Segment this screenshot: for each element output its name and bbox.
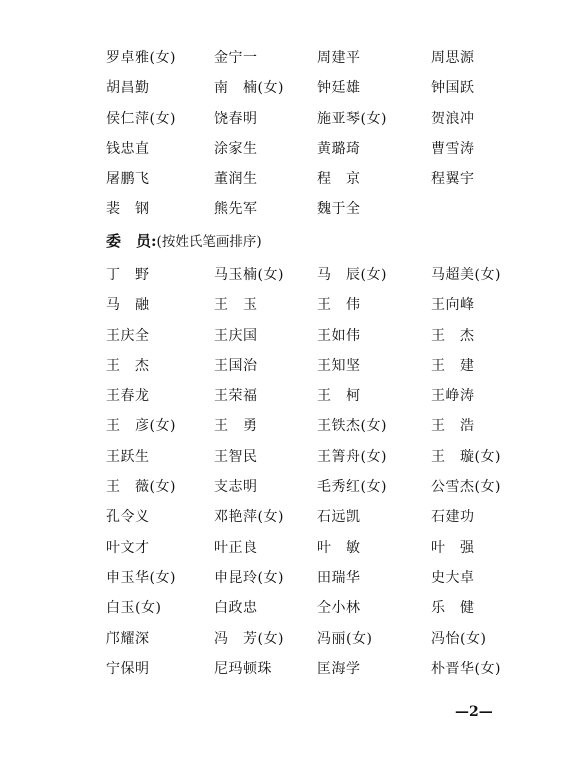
name-entry: 程 京 bbox=[317, 171, 361, 188]
name-entry: 曹雪涛 bbox=[431, 140, 475, 157]
name-entry: 饶春明 bbox=[214, 110, 258, 127]
name-entry: 周建平 bbox=[317, 50, 361, 66]
name-entry bbox=[431, 194, 521, 224]
member-name-entry: 王如伟 bbox=[317, 327, 361, 344]
member-name-entry: 王跃生 bbox=[106, 448, 150, 465]
member-name-entry: 王向峰 bbox=[431, 297, 475, 314]
member-name-entry: 王 彦(女) bbox=[106, 418, 176, 435]
member-name-entry: 仝小林 bbox=[317, 600, 361, 617]
member-name-entry: 叶正良 bbox=[214, 539, 258, 556]
member-name-entry: 王 浩 bbox=[431, 418, 475, 435]
name-entry: 金宁一 bbox=[214, 50, 258, 66]
name-entry: 熊先军 bbox=[214, 201, 258, 218]
member-name-entry: 支志明 bbox=[214, 479, 258, 496]
name-entry: 罗卓雅(女) bbox=[106, 50, 176, 66]
member-name-entry: 王 柯 bbox=[317, 388, 361, 405]
name-entry: 魏于全 bbox=[317, 201, 361, 218]
name-entry: 钟国跃 bbox=[431, 80, 475, 97]
member-name-entry: 冯丽(女) bbox=[317, 630, 373, 647]
member-name-entry: 王铁杰(女) bbox=[317, 418, 387, 435]
member-name-entry: 马 辰(女) bbox=[317, 267, 387, 283]
member-name-entry: 马 融 bbox=[106, 297, 150, 314]
member-name-entry: 邓艳萍(女) bbox=[214, 509, 284, 526]
sort-note: (按姓氏笔画排序) bbox=[156, 234, 262, 250]
member-name-entry: 王春龙 bbox=[106, 388, 150, 405]
member-name-entry: 丁 野 bbox=[106, 267, 150, 283]
name-entry: 南 楠(女) bbox=[214, 80, 284, 97]
committee-heading bbox=[106, 228, 262, 255]
name-entry: 裴 钢 bbox=[106, 201, 150, 218]
member-name-entry: 王国治 bbox=[214, 357, 258, 374]
member-name-entry: 王 勇 bbox=[214, 418, 258, 435]
member-name-entry: 邝耀深 bbox=[106, 630, 150, 647]
name-entry: 屠鹏飞 bbox=[106, 171, 150, 188]
page-number: —2— bbox=[455, 704, 493, 720]
member-name-entry: 王知坚 bbox=[317, 357, 361, 374]
member-name-entry: 王 建 bbox=[431, 357, 475, 374]
name-entry: 侯仁萍(女) bbox=[106, 110, 176, 127]
member-name-entry: 王 杰 bbox=[106, 357, 150, 374]
member-name-entry: 王 伟 bbox=[317, 297, 361, 314]
member-name-entry: 孔令义 bbox=[106, 509, 150, 526]
member-name-entry: 叶 敏 bbox=[317, 539, 361, 556]
member-name-entry: 王 薇(女) bbox=[106, 479, 176, 496]
member-name-entry: 匡海学 bbox=[317, 660, 361, 677]
committee-label: 委 员: bbox=[106, 232, 157, 250]
name-entry: 钱忠直 bbox=[106, 140, 150, 157]
member-name-entry: 白玉(女) bbox=[106, 600, 162, 617]
member-name-entry: 王庆国 bbox=[214, 327, 258, 344]
member-name-entry: 朴晋华(女) bbox=[431, 660, 501, 677]
member-name-entry: 王荣福 bbox=[214, 388, 258, 405]
member-name-entry: 王智民 bbox=[214, 448, 258, 465]
name-entry: 董润生 bbox=[214, 171, 258, 188]
name-entry: 胡昌勤 bbox=[106, 80, 150, 97]
member-name-entry: 申昆玲(女) bbox=[214, 569, 284, 586]
member-name-entry: 王峥涛 bbox=[431, 388, 475, 405]
member-name-entry: 田瑞华 bbox=[317, 569, 361, 586]
name-entry: 程翼宇 bbox=[431, 171, 475, 188]
name-list-top bbox=[106, 43, 521, 225]
name-entry: 施亚琴(女) bbox=[317, 110, 387, 127]
name-entry: 贺浪冲 bbox=[431, 110, 475, 127]
member-name-entry: 冯怡(女) bbox=[431, 630, 487, 647]
name-entry: 涂家生 bbox=[214, 140, 258, 157]
name-entry: 周思源 bbox=[431, 50, 475, 66]
member-name-entry: 乐 健 bbox=[431, 600, 475, 617]
member-name-entry: 石远凯 bbox=[317, 509, 361, 526]
member-name-entry: 申玉华(女) bbox=[106, 569, 176, 586]
member-name-entry: 王 玉 bbox=[214, 297, 258, 314]
name-entry: 黄璐琦 bbox=[317, 140, 361, 157]
member-name-entry: 叶 强 bbox=[431, 539, 475, 556]
member-name-entry: 王 璇(女) bbox=[431, 448, 501, 465]
member-name-entry: 王庆全 bbox=[106, 327, 150, 344]
member-name-entry: 史大卓 bbox=[431, 569, 475, 586]
member-name-entry: 马玉楠(女) bbox=[214, 267, 284, 283]
member-name-entry: 冯 芳(女) bbox=[214, 630, 284, 647]
member-name-entry: 王 杰 bbox=[431, 327, 475, 344]
name-entry: 钟廷雄 bbox=[317, 80, 361, 97]
member-name-list bbox=[106, 260, 521, 684]
member-name-entry: 白政忠 bbox=[214, 600, 258, 617]
member-name-entry: 石建功 bbox=[431, 509, 475, 526]
member-name-entry: 毛秀红(女) bbox=[317, 479, 387, 496]
member-name-entry: 叶文才 bbox=[106, 539, 150, 556]
member-name-entry: 公雪杰(女) bbox=[431, 479, 501, 496]
member-name-entry: 宁保明 bbox=[106, 660, 150, 677]
member-name-entry: 尼玛顿珠 bbox=[214, 660, 272, 677]
member-name-entry: 马超美(女) bbox=[431, 267, 501, 283]
member-name-entry: 王箐舟(女) bbox=[317, 448, 387, 465]
